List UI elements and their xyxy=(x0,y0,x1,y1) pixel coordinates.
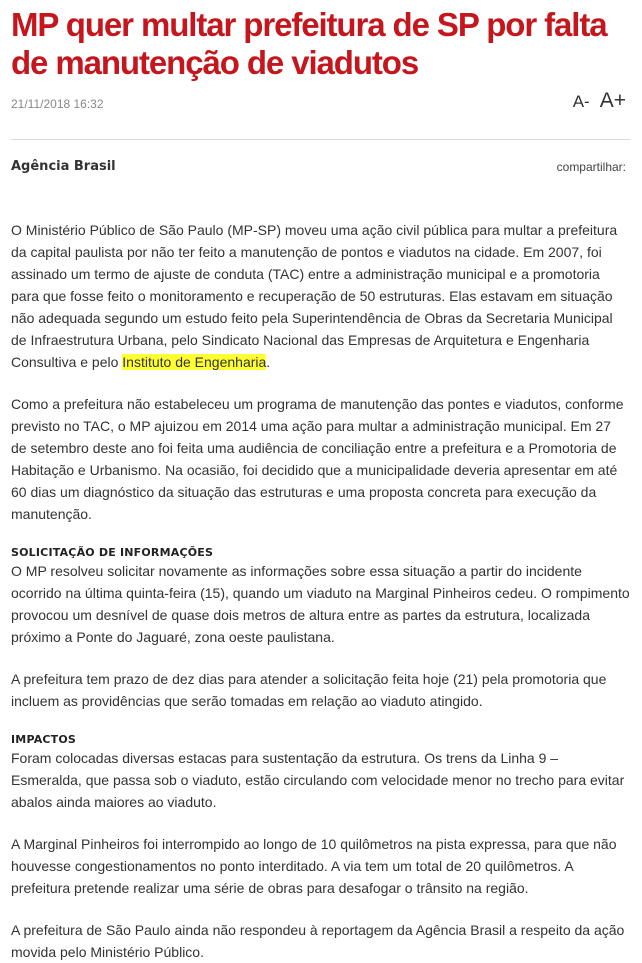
article-body xyxy=(11,219,630,963)
paragraph-1-end: . xyxy=(266,354,271,370)
paragraph-2: Como a prefeitura não estabeleceu um programa de manutenção das pontes e viadutos, conforme previsto no TAC, o MP ajuizou em 2014 uma ação para multar a administração municipal. Em 27 de setembro deste ano foi feita uma audiência de conciliação entre a prefeitura e a Promotoria de Habitação e Urbanismo. Na ocasião, foi decidido que a municipalidade deveria apresentar em até 60 dias um diagnóstico da situação das estruturas e uma proposta concreta para execução da manutenção. xyxy=(11,396,624,522)
paragraph-1-text: O Ministério Público de São Paulo (MP-SP) moveu uma ação civil pública para multar a prefeitura da capital paulista por não ter feito a manutenção de pontos e viadutos na cidade. Em 2007, foi assinado um termo de ajuste de conduta (TAC) entre a administração municipal e a promotoria para que fosse feito o monitoramento e recuperação de 50 estruturas. Elas estavam em situação não adequada segundo um estudo feito pela Superintendência de Obras da Secretaria Municipal de Infraestrutura Urbana, pelo Sindicato Nacional das Empresas de Arquitetura e Engenharia Consultiva e pelo xyxy=(11,222,618,370)
byline-row xyxy=(11,140,630,196)
paragraph-1 xyxy=(11,219,630,373)
timestamp: 21/11/2018 16:32 xyxy=(11,97,104,111)
section-title-solicitacao: SOLICITAÇÃO DE INFORMAÇÕES xyxy=(11,546,214,559)
headline: MP quer multar prefeitura de SP por falta de manutenção de viadutos xyxy=(11,6,607,81)
font-size-controls xyxy=(573,89,626,113)
font-decrease-button[interactable]: A- xyxy=(572,92,590,111)
paragraph-6: A Marginal Pinheiros foi interrompido ao longo de 10 quilômetros na pista expressa, para que não houvesse congestionamentos no ponto interditado. A via tem um total de 20 quilômetros. A prefeitura pretende realizar uma série de obras para desafogar o trânsito na região. xyxy=(11,836,617,896)
paragraph-5: Foram colocadas diversas estacas para sustentação da estrutura. Os trens da Linha 9 – Esmeralda, que passa sob o viaduto, estão circulando com velocidade menor no trecho para evitar abalos ainda maiores ao viaduto. xyxy=(11,750,625,810)
author: Agência Brasil xyxy=(11,159,116,174)
paragraph-4: A prefeitura tem prazo de dez dias para atender a solicitação feita hoje (21) pela promotoria que incluem as providências que serão tomadas em relação ao viaduto atingido. xyxy=(11,671,607,709)
meta-row xyxy=(11,89,630,140)
paragraph-3: O MP resolveu solicitar novamente as informações sobre essa situação a partir do incidente ocorrido na última quinta-feira (15), quando um viaduto na Marginal Pinheiros cedeu. O rompimento provocou um desnível de quase dois metros de altura entre as partes da estrutura, localizada próximo a Ponte do Jaguaré, zona oeste paulistana. xyxy=(11,563,630,645)
instituto-link[interactable]: Instituto de Engenharia xyxy=(122,354,267,370)
share-label: compartilhar: xyxy=(556,160,626,174)
paragraph-7: A prefeitura de São Paulo ainda não respondeu à reportagem da Agência Brasil a respeito da ação movida pelo Ministério Público. xyxy=(11,922,625,960)
font-increase-button[interactable]: A+ xyxy=(599,89,626,112)
section-title-impactos: IMPACTOS xyxy=(11,733,77,746)
